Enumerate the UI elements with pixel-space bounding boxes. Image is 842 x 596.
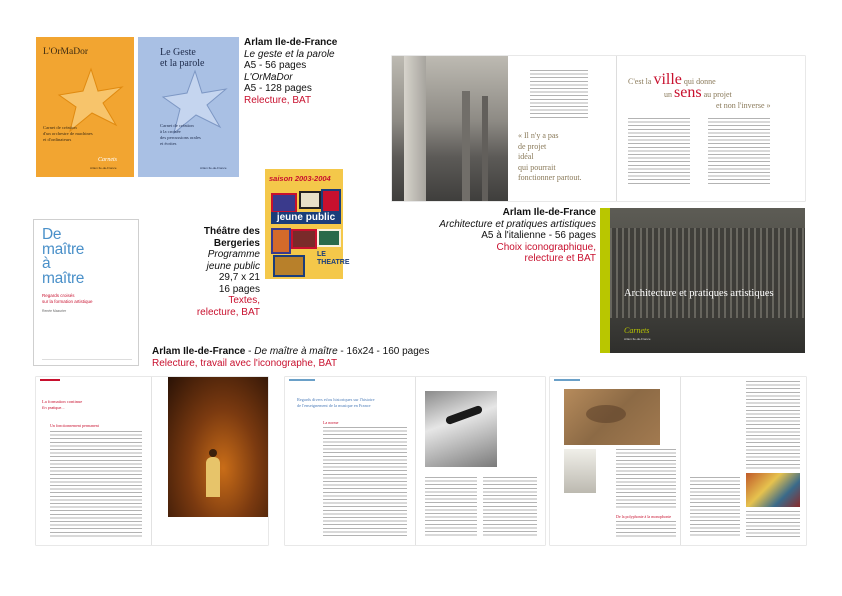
quote-accent: ville [653, 71, 682, 88]
maitre-title: De maître à maître [42, 226, 85, 287]
text-block [483, 477, 537, 537]
quote-accent: sens [674, 84, 702, 101]
spread-section: Un fonctionnement permanent [50, 423, 99, 428]
caption-work: Choix iconographique, relecture et BAT [496, 241, 596, 264]
caption-org: Théâtre des Bergeries [203, 226, 260, 249]
text-block [50, 431, 142, 537]
maitre-cover [33, 219, 139, 366]
caption-format: A5 - 128 pages [244, 83, 312, 94]
theatre-frame-4 [271, 228, 291, 254]
spread-heading: La formation continue [42, 399, 83, 404]
text-block [530, 70, 588, 118]
caption-title: De maître à maître [254, 346, 338, 357]
caption-title: Programme jeune public [206, 249, 260, 272]
archi-cover-pattern [610, 228, 805, 318]
theatre-season: saison 2003-2004 [269, 174, 331, 183]
spread-gutter [415, 377, 416, 545]
theatre-frame-6 [317, 229, 341, 247]
spread-gutter [151, 377, 152, 545]
text-block [708, 118, 770, 184]
caption-work: Textes, relecture, BAT [196, 295, 260, 318]
archi-spread [392, 56, 805, 201]
page-gutter [616, 56, 617, 201]
caption-archi [422, 207, 596, 265]
caption-title: Architecture et pratiques artistiques [439, 218, 596, 230]
theatre-frame-2 [299, 191, 321, 209]
theatre-cover [265, 169, 350, 279]
text-block [323, 427, 407, 537]
archi-quote-left: « Il n'y a pas de projet idéal qui pourrait fonctionner partout. [518, 131, 582, 182]
archi-cover-series: Carnets [624, 326, 650, 335]
geste-publisher: Arlam Ile-de-France [200, 166, 227, 170]
page-header [289, 379, 315, 381]
ormador-series: Carnets [98, 157, 118, 163]
maitre-author: Renée Mazurier [42, 309, 67, 313]
quote-text: et non l'inverse » [716, 101, 771, 110]
text-block [616, 449, 676, 509]
spread-section: La norme [323, 420, 339, 425]
caption-format: A5 à l'italienne - 56 pages [481, 230, 596, 241]
archi-photo-column [482, 96, 488, 201]
theatre-frame-7 [273, 255, 305, 277]
geste-cover [138, 37, 239, 177]
ormador-subtitle: Carnet de création d'un orchestre de machines et d'ordinateurs [43, 125, 93, 142]
caption-format: - 16x24 - 160 pages [337, 346, 430, 357]
text-block [628, 118, 690, 184]
text-block [425, 477, 477, 537]
text-block [746, 511, 800, 539]
caption-maitre [152, 346, 432, 369]
theatre-frame-3 [321, 189, 341, 213]
dancer-photo [425, 391, 497, 467]
ormador-title: L'OrMaDor [43, 47, 88, 57]
cave-painting-detail [586, 405, 626, 423]
caption-org: Arlam Ile-de-France [502, 207, 596, 218]
caption-sep: - [245, 346, 255, 357]
caption-work: Relecture, BAT [244, 94, 312, 106]
archi-cover [600, 208, 805, 353]
maitre-spread-3 [550, 377, 806, 545]
spread-heading: Regards divers et/ou historiques sur l'histoire de l'enseignement de la musique en France [297, 397, 375, 408]
stage-figure-head [209, 449, 217, 457]
caption-theatre [190, 226, 260, 318]
caption-line [152, 346, 432, 358]
maitre-footer [42, 359, 132, 360]
archi-photo-column [404, 56, 426, 201]
archi-cover-publisher: Arlam Ile-de-France [624, 337, 651, 341]
archi-cover-band [600, 208, 610, 353]
caption-format: 29,7 x 21 16 pages [218, 272, 260, 295]
spread-section: De la polyphonie à la monophonie [616, 514, 672, 519]
theatre-title: jeune public [271, 212, 341, 224]
page-header [554, 379, 580, 381]
spread-subheading: En pratique... [42, 406, 65, 410]
archi-quote-right [628, 71, 798, 111]
painting-photo [746, 473, 800, 507]
caption-arlam-geste [244, 37, 374, 106]
ormador-cover [36, 37, 134, 177]
text-block [690, 477, 740, 537]
text-block [746, 381, 800, 471]
caption-org: Arlam Ile-de-France [244, 37, 338, 48]
maitre-spread-1 [36, 377, 268, 545]
caption-title: L'OrMaDor [244, 71, 293, 83]
figurine-photo [564, 449, 596, 493]
caption-org: Arlam Ile-de-France [152, 346, 246, 357]
maitre-spread-2 [285, 377, 545, 545]
spread-gutter [680, 377, 681, 545]
stage-figure [206, 457, 220, 497]
quote-text: un [664, 90, 672, 99]
archi-cover-title: Architecture et pratiques artistiques [624, 288, 774, 299]
maitre-subtitle: Regards croisés sur la formation artistique [42, 293, 93, 304]
page-header [40, 379, 60, 381]
theatre-logo: LE THEATRE [317, 251, 350, 266]
caption-title: Le geste et la parole [244, 48, 335, 60]
theatre-frame-1 [271, 193, 297, 213]
theatre-frame-5 [291, 229, 317, 249]
archi-photo-column [462, 91, 470, 201]
quote-text: C'est la [628, 77, 652, 86]
caption-work: Relecture, travail avec l'iconographe, BAT [152, 357, 338, 369]
geste-title: Le Geste et la parole [160, 47, 205, 69]
caption-format: A5 - 56 pages [244, 60, 307, 71]
ormador-publisher: Arlam Ile-de-France [90, 166, 117, 170]
text-block [616, 521, 676, 539]
quote-text: qui donne [683, 77, 716, 86]
quote-text: au projet [703, 90, 732, 99]
geste-subtitle: Carnet de création à la croisée des percussions orales et écrites [160, 123, 201, 146]
